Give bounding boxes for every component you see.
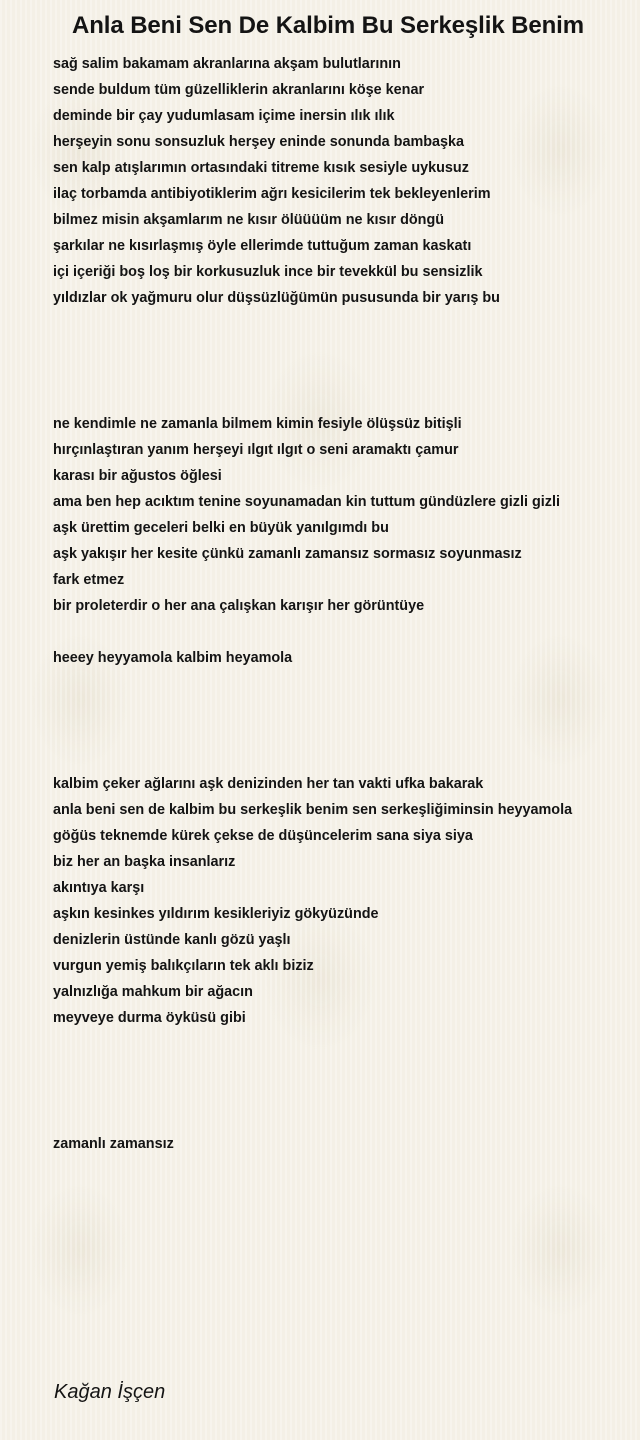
stanza-4: [53, 771, 572, 1031]
poem-line: meyveye durma öyküsü gibi: [53, 1010, 246, 1026]
stanza-2: [53, 411, 560, 619]
poem-line: göğüs teknemde kürek çekse de düşüncelerim sana siya siya: [53, 828, 473, 844]
poem-line: zamanlı zamansız: [53, 1136, 174, 1152]
poem-line: ne kendimle ne zamanla bilmem kimin fesiyle ölüşsüz bitişli: [53, 416, 462, 432]
poem-title: Anla Beni Sen De Kalbim Bu Serkeşlik Benim: [72, 12, 584, 39]
poem-line: ama ben hep acıktım tenine soyunamadan kin tuttum gündüzlere gizli gizli: [53, 494, 560, 510]
poem-line: şarkılar ne kısırlaşmış öyle ellerimde tuttuğum zaman kaskatı: [53, 238, 472, 254]
poem-line: hırçınlaştıran yanım herşeyi ılgıt ılgıt o seni aramaktı çamur: [53, 442, 459, 458]
poem-line: aşkın kesinkes yıldırım kesikleriyiz gökyüzünde: [53, 906, 379, 922]
poem-line: karası bir ağustos öğlesi: [53, 468, 222, 484]
poem-line: fark etmez: [53, 572, 125, 588]
stanza-1: [53, 51, 500, 311]
poem-line: deminde bir çay yudumlasam içime inersin ılık ılık: [53, 108, 395, 124]
stanza-3: [53, 645, 292, 671]
poem-line: heeey heyyamola kalbim heyamola: [53, 650, 293, 666]
poem-line: kalbim çeker ağlarını aşk denizinden her tan vakti ufka bakarak: [53, 776, 484, 792]
poem-line: bilmez misin akşamlarım ne kısır ölüüüüm ne kısır döngü: [53, 212, 445, 228]
poem-line: bir proleterdir o her ana çalışkan karışır her görüntüye: [53, 598, 425, 614]
poem-line: vurgun yemiş balıkçıların tek aklı biziz: [53, 958, 314, 974]
poem-line: sağ salim bakamam akranlarına akşam bulutlarının: [53, 56, 401, 72]
poem-line: içi içeriği boş loş bir korkusuzluk ince bir tevekkül bu sensizlik: [53, 264, 483, 280]
poem-line: anla beni sen de kalbim bu serkeşlik benim sen serkeşliğiminsin heyyamola: [53, 802, 573, 818]
poem-line: akıntıya karşı: [53, 880, 145, 896]
poem-line: aşk ürettim geceleri belki en büyük yanılgımdı bu: [53, 520, 389, 536]
author-name: Kağan İşçen: [54, 1381, 166, 1403]
stanza-5: [53, 1131, 174, 1157]
poem-line: yıldızlar ok yağmuru olur düşsüzlüğümün pususunda bir yarış bu: [53, 290, 500, 306]
poem-line: herşeyin sonu sonsuzluk herşey eninde sonunda bambaşka: [53, 134, 465, 150]
poem-line: yalnızlığa mahkum bir ağacın: [53, 984, 253, 1000]
poem-line: sen kalp atışlarımın ortasındaki titreme kısık sesiyle uykusuz: [53, 160, 469, 176]
poem-line: sende buldum tüm güzelliklerin akranlarını köşe kenar: [53, 82, 425, 98]
poem-line: aşk yakışır her kesite çünkü zamanlı zamansız sormasız soyunmasız: [53, 546, 522, 562]
poem-line: denizlerin üstünde kanlı gözü yaşlı: [53, 932, 291, 948]
poem-line: ilaç torbamda antibiyotiklerim ağrı kesicilerim tek bekleyenlerim: [53, 186, 491, 202]
poem-line: biz her an başka insanlarız: [53, 854, 236, 870]
